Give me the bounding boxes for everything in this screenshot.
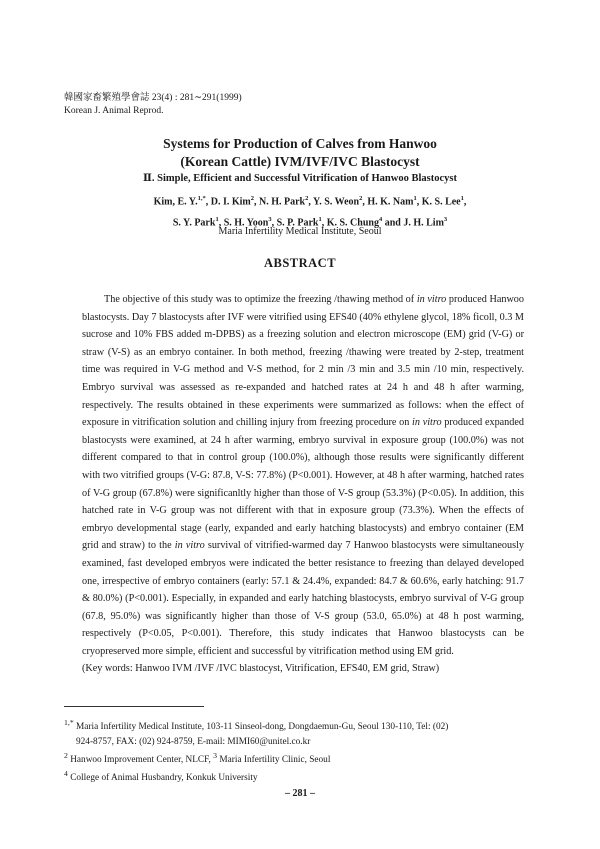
author-name: S. Y. Park [172,217,216,229]
author-name: H. K. Nam [367,196,414,208]
author-affiliation-marker: 1 [413,195,417,202]
footnote-1 [64,716,536,735]
author-name: Y. S. Weon [312,196,360,208]
journal-english-title: Korean J. Animal Reprod. [64,106,164,116]
paper-title [0,135,600,171]
author-name: D. I. Kim [210,196,251,208]
italic-term: in vitro [416,294,447,305]
author-name: S. P. Park [276,217,319,229]
author-affiliation-marker: 4 [378,216,383,224]
author-affiliation-marker: 2 [305,195,309,202]
author-affiliation-marker: 1,* [197,195,206,202]
author-affiliation-marker: 2 [359,195,363,202]
italic-term: in vitro [412,417,442,429]
footnote-4-marker: 4 [64,769,68,779]
author-affiliation-marker: 1 [460,195,464,202]
author-name: Kim, E. Y. [153,196,198,208]
footnote-3-marker: 3 [213,750,218,760]
author-affiliation-marker: 1 [318,216,322,224]
author-name: J. H. Lim [403,217,444,229]
author-affiliation-marker: 2 [250,195,254,202]
author-affiliation-marker: 1 [215,216,219,224]
abstract-body: The objective of this study was to optimize the freezing /thawing method of in vitro produced Hanwoo blastocysts. Day 7 blastocysts after IVF were vitrified using EFS40 (40% ethylene glycol, 18% ficoll, 0.3 M sucrose and 10% FBS added m-DPBS) as a freezing solution and electron microscope (EM) grid (V-G) or straw (V-S) as an embryo container. In both method, freezing /thawing were treated by 2-step, treatment time was required in V-G method and V-S method, for 2 min /3 min and 3.5 min /10 min, respectively. Embryo survival was assessed as re-expanded and hatched rates at 24 h and 48 h after warming, respectively. The results obtained in these experiments were summarized as follows: when the effect of exposure in vitrification solution and chilling injury from freezing procedure on in vitro produced expanded blastocysts were examined, at 24 h after warming, embryo survival in exposure group (100.0%) was not different compared to that in control group (100.0%), although those results were significantly different with two vitrified groups (V-G: 87.8, V-S: 77.8%) (P<0.001). However, at 48 h after warming, hatched rates of V-G group (67.8%) were significanltly higher than those of V-S group (53.3%) (P<0.05). In addition, this hatched rate in V-G group was not different with that in exposure group (73.3%). When the effects of embryo developmental stage (early, expanded and early hatching blastocysts) and embryo container (EM grid and straw) to the in vitro survival of vitrified-warmed day 7 Hanwoo blastocysts were simultaneously examined, fast developed embryos were indicated the better resistance to freezing than delayed developed one, irrespective of embryo containers (early: 57.1 & 24.4%, expanded: 84.7 & 60.6%, early hatching: 91.7 & 80.0%) (P<0.001). Especially, in expanded and early hatching blastocysts, embryo survival of V-G group (67.8, 95.0%) was significantly higher than those of V-S group (53.0, 65.0%) at 48 h post warming, respectively (P<0.05, P<0.001). Therefore, this study indicates that Hanwoo blastocysts can be cryopreserved more simple, efficient and successful by vitrification method using EM grid. [82,294,524,657]
page-number: – 281 – [285,788,315,799]
footnote-divider [64,706,204,707]
author-name: S. H. Yoon [223,217,269,229]
title-line-2: (Korean Cattle) IVM/IVF/IVC Blastocyst [180,154,420,169]
italic-term: in vitro [174,540,205,552]
title-line-1: Systems for Production of Calves from Hanwoo [163,136,437,151]
author-name: K. S. Chung [326,217,379,229]
abstract-section [82,291,524,678]
footnote-4-text: College of Animal Husbandry, Konkuk University [70,773,258,784]
author-affiliation: Maria Infertility Medical Institute, Seoul [218,226,382,237]
footnotes [64,716,536,786]
paper-subtitle: Ⅱ. Simple, Efficient and Successful Vitrification of Hanwoo Blastocyst [143,173,457,184]
journal-header [64,92,242,118]
footnote-4 [64,767,536,786]
footnote-1-continued: 924-8757, FAX: (02) 924-8759, E-mail: MIMI60@unitel.co.kr [76,736,311,747]
journal-citation: 韓國家畜繁殖學會誌 23(4) : 281∼291(1999) [64,93,242,103]
footnote-2-3 [64,749,536,768]
footnote-1-text: Maria Infertility Medical Institute, 103-11 Sinseol-dong, Dongdaemun-Gu, Seoul 130-110, Tel: (02) [76,722,449,733]
author-affiliation-marker: 3 [443,216,448,224]
footnote-2-marker: 2 [64,750,68,760]
author-name: N. H. Park [258,196,306,208]
footnote-1-marker: 1,* [64,718,74,727]
abstract-heading: ABSTRACT [263,256,337,270]
author-affiliation-marker: 3 [268,216,272,224]
author-list: Kim, E. Y.$^{1,*}$, D. I. Kim$^2$, N. H. Park$^2$, Y. S. Weon$^2$, H. K. Nam$^1$, K. S. Lee$^1$, S. Y. Park$^1$, S. H. Yoon$^3$, S. P. Park$^1$, K. S. Chung$^4$ and J. H. Lim$^3$ [153,195,467,229]
keywords: (Key words: Hanwoo IVM /IVF /IVC blastocyst, Vitrification, EFS40, EM grid, Straw) [82,663,440,675]
author-name: K. S. Lee [421,196,461,208]
footnote-2-text: Hanwoo Improvement Center, NLCF, [70,755,211,765]
footnote-3-text: Maria Infertility Clinic, Seoul [219,755,331,765]
